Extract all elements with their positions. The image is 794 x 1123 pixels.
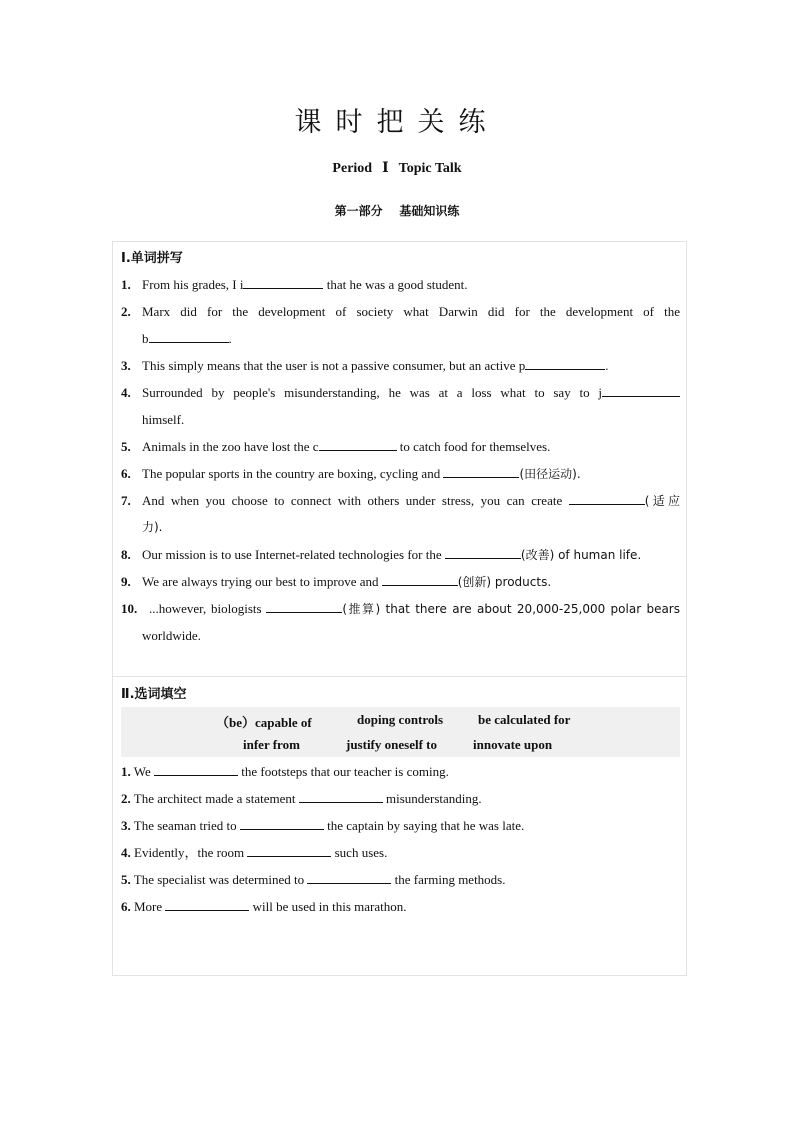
answer-blank[interactable] — [149, 330, 229, 343]
spelling-item-9: 9. We are always trying our best to improve and (创新) products. — [121, 574, 552, 589]
fill-item-4: 4. Evidently，the room such uses. — [121, 845, 388, 860]
topic-label: Topic Talk — [398, 161, 462, 176]
fill-item-3: 3. The seaman tried to the captain by saying that he was late. — [121, 818, 525, 833]
answer-blank[interactable] — [247, 844, 331, 857]
word-bank-phrase: （be）capable of — [216, 715, 312, 730]
word-bank-phrase: be calculated for — [478, 712, 571, 727]
section-divider — [113, 676, 686, 677]
answer-blank[interactable] — [307, 871, 391, 884]
answer-blank[interactable] — [165, 898, 249, 911]
spelling-item-2: 2. Marx did for the development of society what Darwin did for the development of the — [121, 304, 680, 319]
period-subtitle — [0, 160, 794, 177]
period-roman: Ⅰ — [382, 161, 389, 176]
spelling-item-5: 5. Animals in the zoo have lost the c to catch food for themselves. — [121, 439, 551, 454]
spelling-item-7-cont: 力). — [142, 520, 163, 534]
word-bank-phrase: innovate upon — [473, 737, 553, 752]
answer-blank[interactable] — [243, 276, 323, 289]
fill-item-1: 1. We the footsteps that our teacher is coming. — [121, 764, 449, 779]
answer-blank[interactable] — [445, 546, 521, 559]
answer-blank[interactable] — [569, 492, 645, 505]
exercise-box — [112, 241, 687, 976]
answer-blank[interactable] — [240, 817, 324, 830]
section2-heading: Ⅱ.选词填空 — [121, 687, 187, 702]
word-bank — [121, 707, 680, 757]
spelling-item-4: 4. Surrounded by people's misunderstanding, he was at a loss what to say to j — [121, 379, 680, 406]
word-bank-phrase: infer from — [243, 737, 300, 752]
answer-blank[interactable] — [299, 790, 383, 803]
spelling-item-10: 10. ...however, biologists (推算) that there are about 20,000-25,000 polar bears — [121, 601, 680, 616]
answer-blank[interactable] — [382, 573, 458, 586]
answer-blank[interactable] — [319, 438, 397, 451]
spelling-item-7: 7. And when you choose to connect with others under stress, you can create (适应 — [121, 493, 681, 508]
fill-item-5: 5. The specialist was determined to the farming methods. — [121, 872, 506, 887]
spelling-item-8: 8. Our mission is to use Internet-related technologies for the (改善) of human life. — [121, 547, 642, 562]
spelling-item-10-cont: worldwide. — [142, 628, 201, 643]
section1-heading: Ⅰ.单词拼写 — [121, 251, 183, 266]
word-bank-phrase: doping controls — [357, 712, 444, 727]
part-title: 第一部分 基础知识练 — [334, 204, 460, 218]
fill-item-6: 6. More will be used in this marathon. — [121, 899, 407, 914]
answer-blank[interactable] — [154, 763, 238, 776]
answer-blank[interactable] — [266, 600, 342, 613]
spelling-item-6: 6. The popular sports in the country are boxing, cycling and (田径运动). — [121, 466, 581, 481]
spelling-item-3: 3. This simply means that the user is not a passive consumer, but an active p . — [121, 358, 609, 373]
answer-blank[interactable] — [602, 384, 680, 397]
word-bank-phrase: justify oneself to — [346, 737, 437, 752]
spelling-item-4-cont: himself. — [142, 412, 185, 427]
spelling-item-2-cont: b . — [142, 331, 232, 346]
answer-blank[interactable] — [443, 465, 519, 478]
page-title: 课时把关练 — [294, 107, 500, 138]
fill-item-2: 2. The architect made a statement misunderstanding. — [121, 791, 482, 806]
spelling-item-1: 1. From his grades, I i that he was a good student. — [121, 277, 468, 292]
answer-blank[interactable] — [525, 357, 605, 370]
period-label: Period — [332, 161, 373, 176]
